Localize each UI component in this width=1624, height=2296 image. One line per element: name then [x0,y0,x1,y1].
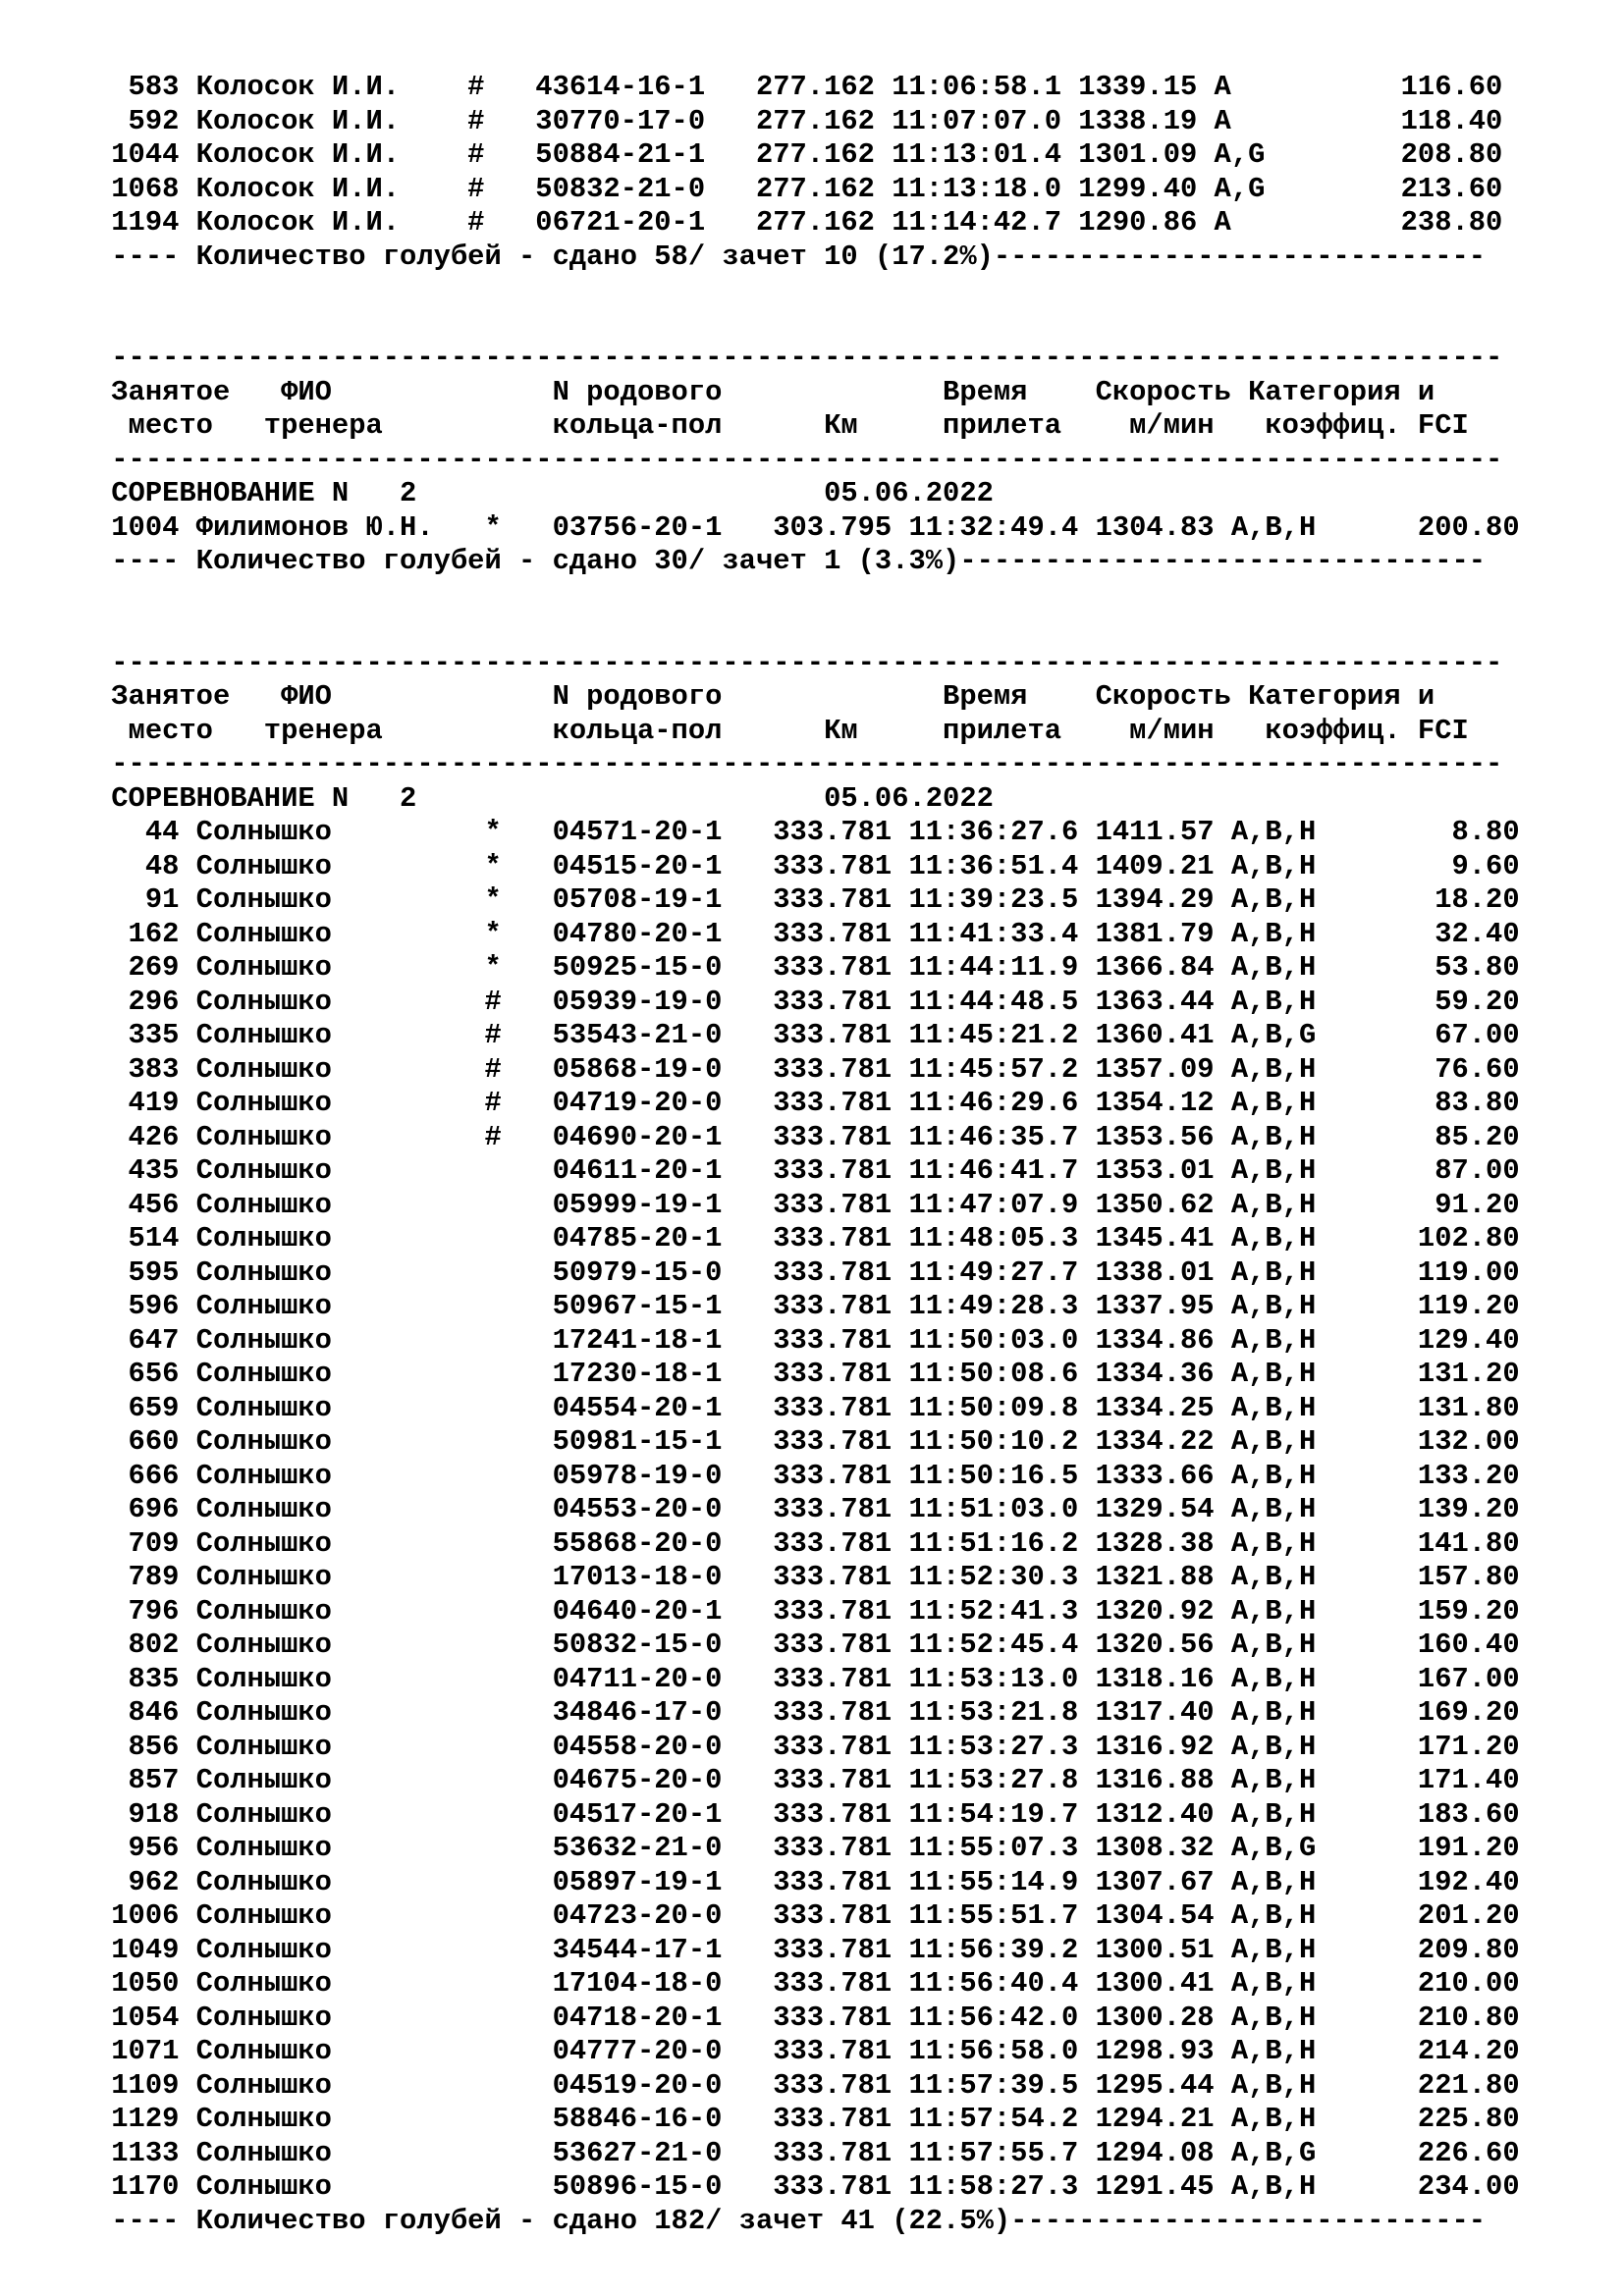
header-line-2: место тренера кольца-пол Км прилета м/мин коэффиц. FCI [94,714,1469,747]
table-row: 789 Солнышко 17013-18-0 333.781 11:52:30.3 1321.88 A,B,H 157.80 [94,1561,1520,1593]
table-row: 595 Солнышко 50979-15-0 333.781 11:49:27.7 1338.01 A,B,H 119.00 [94,1255,1520,1289]
table-row: 1133 Солнышко 53627-21-0 333.781 11:57:55.7 1294.08 A,B,G 226.60 [94,2136,1520,2169]
section-top-results [94,71,1587,240]
table-row: 91 Солнышко * 05708-19-1 333.781 11:39:23.5 1394.29 A,B,H 18.20 [94,883,1520,916]
table-row: 48 Солнышко * 04515-20-1 333.781 11:36:51.4 1409.21 A,B,H 9.60 [94,849,1520,882]
table-row: 709 Солнышко 55868-20-0 333.781 11:51:16.2 1328.38 A,B,H 141.80 [94,1526,1520,1560]
section-2-results [94,511,1587,546]
table-row: 1004 Филимонов Ю.Н. * 03756-20-1 303.795 11:32:49.4 1304.83 A,B,H 200.80 [94,510,1520,544]
competition-title: СОРЕВНОВАНИЕ N 2 05.06.2022 [94,477,994,509]
table-row: 1071 Солнышко 04777-20-0 333.781 11:56:58.0 1298.93 A,B,H 214.20 [94,2035,1520,2067]
table-row: 857 Солнышко 04675-20-0 333.781 11:53:27.8 1316.88 A,B,H 171.40 [94,1764,1520,1796]
table-row: 956 Солнышко 53632-21-0 333.781 11:55:07.3 1308.32 A,B,G 191.20 [94,1832,1520,1864]
table-row: 1054 Солнышко 04718-20-1 333.781 11:56:42.0 1300.28 A,B,H 210.80 [94,2001,1520,2034]
header-rule: ---------------------------------------------------------------------------------- [94,748,1503,780]
table-row: 660 Солнышко 50981-15-1 333.781 11:50:10.2 1334.22 A,B,H 132.00 [94,1425,1520,1458]
table-row: 659 Солнышко 04554-20-1 333.781 11:50:09.8 1334.25 A,B,H 131.80 [94,1391,1520,1424]
table-row: 583 Колосок И.И. # 43614-16-1 277.162 11:06:58.1 1339.15 A 116.60 [94,71,1503,103]
table-row: 335 Солнышко # 53543-21-0 333.781 11:45:21.2 1360.41 A,B,G 67.00 [94,1019,1520,1051]
header-rule: ---------------------------------------------------------------------------------- [94,646,1503,679]
table-row: 802 Солнышко 50832-15-0 333.781 11:52:45.4 1320.56 A,B,H 160.40 [94,1629,1520,1661]
header-line-1: Занятое ФИО N родового Время Скорость Категория и [94,680,1435,713]
table-row: 666 Солнышко 05978-19-0 333.781 11:50:16.5 1333.66 A,B,H 133.20 [94,1459,1520,1492]
header-line-2: место тренера кольца-пол Км прилета м/мин коэффиц. FCI [94,409,1469,442]
table-row: 846 Солнышко 34846-17-0 333.781 11:53:21.8 1317.40 A,B,H 169.20 [94,1696,1520,1729]
competition-title: СОРЕВНОВАНИЕ N 2 05.06.2022 [94,781,994,815]
table-row: 456 Солнышко 05999-19-1 333.781 11:47:07.9 1350.62 A,B,H 91.20 [94,1188,1520,1221]
header-rule: ---------------------------------------------------------------------------------- [94,342,1503,374]
table-row: 44 Солнышко * 04571-20-1 333.781 11:36:27.6 1411.57 A,B,H 8.80 [94,816,1520,848]
table-row: 796 Солнышко 04640-20-1 333.781 11:52:41.3 1320.92 A,B,H 159.20 [94,1594,1520,1628]
table-row: 656 Солнышко 17230-18-1 333.781 11:50:08.6 1334.36 A,B,H 131.20 [94,1358,1520,1390]
section-3-results [94,816,1587,2205]
table-row: 1049 Солнышко 34544-17-1 333.781 11:56:39.2 1300.51 A,B,H 209.80 [94,1933,1520,1966]
header-line-1: Занятое ФИО N родового Время Скорость Категория и [94,375,1435,408]
summary-line: ---- Количество голубей - сдано 182/ зачет 41 (22.5%)---------------------------- [94,2204,1487,2237]
table-row: 514 Солнышко 04785-20-1 333.781 11:48:05.3 1345.41 A,B,H 102.80 [94,1222,1520,1255]
table-row: 1006 Солнышко 04723-20-0 333.781 11:55:51.7 1304.54 A,B,H 201.20 [94,1899,1520,1932]
table-row: 1109 Солнышко 04519-20-0 333.781 11:57:39.5 1295.44 A,B,H 221.80 [94,2068,1520,2102]
table-row: 383 Солнышко # 05868-19-0 333.781 11:45:57.2 1357.09 A,B,H 76.60 [94,1052,1520,1086]
results-document [94,71,1587,2238]
table-row: 1194 Колосок И.И. # 06721-20-1 277.162 11:14:42.7 1290.86 A 238.80 [94,206,1503,239]
table-row: 835 Солнышко 04711-20-0 333.781 11:53:13.0 1318.16 A,B,H 167.00 [94,1662,1520,1695]
table-row: 1129 Солнышко 58846-16-0 333.781 11:57:54.2 1294.21 A,B,H 225.80 [94,2103,1520,2135]
table-row: 592 Колосок И.И. # 30770-17-0 277.162 11:07:07.0 1338.19 A 118.40 [94,104,1503,137]
summary-line: ---- Количество голубей - сдано 58/ зачет 10 (17.2%)----------------------------- [94,240,1487,273]
table-row: 162 Солнышко * 04780-20-1 333.781 11:41:33.4 1381.79 A,B,H 32.40 [94,917,1520,950]
table-row: 696 Солнышко 04553-20-0 333.781 11:51:03.0 1329.54 A,B,H 139.20 [94,1493,1520,1525]
header-rule: ---------------------------------------------------------------------------------- [94,443,1503,476]
table-row: 435 Солнышко 04611-20-1 333.781 11:46:41.7 1353.01 A,B,H 87.00 [94,1154,1520,1187]
table-row: 596 Солнышко 50967-15-1 333.781 11:49:28.3 1337.95 A,B,H 119.20 [94,1290,1520,1322]
table-header [94,647,1587,782]
table-row: 856 Солнышко 04558-20-0 333.781 11:53:27.3 1316.92 A,B,H 171.20 [94,1730,1520,1763]
table-row: 918 Солнышко 04517-20-1 333.781 11:54:19.7 1312.40 A,B,H 183.60 [94,1797,1520,1831]
table-row: 296 Солнышко # 05939-19-0 333.781 11:44:48.5 1363.44 A,B,H 59.20 [94,985,1520,1018]
table-row: 647 Солнышко 17241-18-1 333.781 11:50:03.0 1334.86 A,B,H 129.40 [94,1323,1520,1357]
table-row: 1050 Солнышко 17104-18-0 333.781 11:56:40.4 1300.41 A,B,H 210.00 [94,1967,1520,2000]
table-row: 419 Солнышко # 04719-20-0 333.781 11:46:29.6 1354.12 A,B,H 83.80 [94,1087,1520,1119]
table-row: 269 Солнышко * 50925-15-0 333.781 11:44:11.9 1366.84 A,B,H 53.80 [94,951,1520,984]
table-row: 962 Солнышко 05897-19-1 333.781 11:55:14.9 1307.67 A,B,H 192.40 [94,1865,1520,1898]
table-header [94,342,1587,477]
table-row: 1170 Солнышко 50896-15-0 333.781 11:58:27.3 1291.45 A,B,H 234.00 [94,2170,1520,2203]
summary-line: ---- Количество голубей - сдано 30/ зачет 1 (3.3%)------------------------------- [94,545,1487,577]
table-row: 426 Солнышко # 04690-20-1 333.781 11:46:35.7 1353.56 A,B,H 85.20 [94,1120,1520,1153]
table-row: 1044 Колосок И.И. # 50884-21-1 277.162 11:13:01.4 1301.09 A,G 208.80 [94,138,1503,171]
table-row: 1068 Колосок И.И. # 50832-21-0 277.162 11:13:18.0 1299.40 A,G 213.60 [94,172,1503,205]
